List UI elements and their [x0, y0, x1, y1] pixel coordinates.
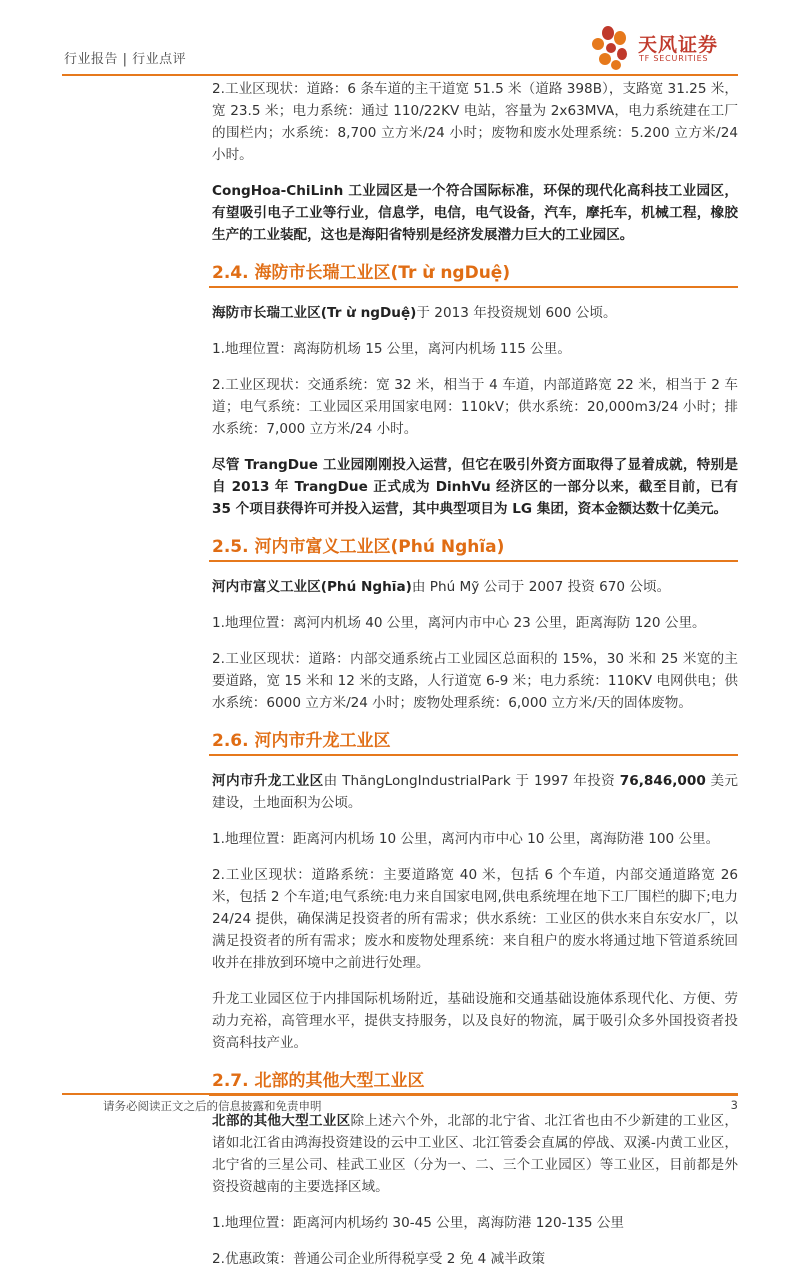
paragraph: 2.优惠政策：普通公司企业所得税享受 2 免 4 减半政策	[212, 1251, 546, 1267]
paragraph	[212, 302, 738, 324]
paragraph	[212, 1110, 738, 1198]
section-heading-2-7	[209, 1068, 738, 1096]
lead-term: 河内市富义工业区(Phú Nghĩa)	[212, 579, 412, 595]
section-title: 2.5. 河内市富义工业区(Phú Nghĩa)	[212, 537, 505, 557]
logo-subtitle: TF SECURITIES	[639, 54, 709, 63]
section-heading-2-4	[209, 260, 738, 288]
lead-term: 河内市升龙工业区	[212, 773, 324, 789]
paragraph: 2.工业区现状：交通系统：宽 32 米，相当于 4 车道，内部道路宽 22 米，相当于 2 车道；电气系统：工业园区采用国家电网：110kV；供水系统：20,000m3/24 小时；排水系统：7,000 立方米/24 小时。	[212, 377, 738, 437]
paragraph: 1.地理位置：距离河内机场约 30-45 公里，离海防港 120-135 公里	[212, 1215, 625, 1231]
paragraph-text: 由 Phú Mỹ 公司于 2007 投资 670 公顷。	[411, 579, 671, 595]
section-divider	[209, 754, 738, 756]
header-divider	[62, 74, 738, 76]
paragraph-text: 于 2013 年投资规划 600 公顷。	[416, 305, 617, 321]
paragraph: 升龙工业园区位于内排国际机场附近，基础设施和交通基础设施体系现代化、方便、劳动力充裕，高管理水平，提供支持服务，以及良好的物流，属于吸引众多外国投资者投资高科技产业。	[212, 991, 738, 1051]
lead-term: 北部的其他大型工业区	[212, 1113, 351, 1129]
paragraph: 1.地理位置：距离河内机场 10 公里，离河内市中心 10 公里，离海防港 100 公里。	[212, 831, 720, 847]
section-title: 2.4. 海防市长瑞工业区(Tr ừ ngDuệ)	[212, 263, 511, 283]
section-title: 2.7. 北部的其他大型工业区	[212, 1071, 425, 1091]
paragraph-bold: CongHoa-ChiLinh 工业园区是一个符合国际标准，环保的现代化高科技工业园区，有望吸引电子工业等行业，信息学，电信，电气设备，汽车，摩托车，机械工程，橡胶生产的工业装配，这也是海阳省特别是经济发展潜力巨大的工业园区。	[212, 183, 738, 243]
page-header	[62, 34, 738, 74]
logo-name: 天风证券	[638, 34, 719, 56]
section-heading-2-5	[209, 534, 738, 562]
paragraph-bold: 尽管 TrangDue 工业园刚刚投入运营，但它在吸引外资方面取得了显着成就，特别是自 2013 年 TrangDue 正式成为 DinhVu 经济区的一部分以来，截至目前，已有 35 个项目获得许可并投入运营，其中典型项目为 LG 集团，资本金额达数十亿美元。	[212, 457, 738, 517]
page-number: 3	[730, 1098, 738, 1112]
company-logo	[588, 24, 738, 72]
investment-amount: 76,846,000	[619, 773, 706, 789]
paragraph	[212, 770, 738, 814]
paragraph-text: 由 ThăngLongIndustrialPark 于 1997 年投资	[323, 773, 620, 789]
paragraph: 2.工业区现状：道路：6 条车道的主干道宽 51.5 米（道路 398B），支路宽 31.25 米，宽 23.5 米；电力系统：通过 110/22KV 电站，容量为 2x63MVA，电力系统建在工厂的围栏内；水系统：8,700 立方米/24 小时；废物和废水处理系统：5.200 立方米/24 小时。	[212, 81, 738, 163]
section-divider	[209, 560, 738, 562]
paragraph: 1.地理位置：离河内机场 40 公里，离河内市中心 23 公里，距离海防 120 公里。	[212, 615, 706, 631]
paragraph: 1.地理位置：离海防机场 15 公里，离河内机场 115 公里。	[212, 341, 571, 357]
paragraph	[212, 576, 738, 598]
paragraph: 2.工业区现状：道路：内部交通系统占工业园区总面积的 15%，30 米和 25 米宽的主要道路，宽 15 米和 12 米的支路，人行道宽 6-9 米；电力系统：110KV 电网供电；供水系统：6000 立方米/24 小时；废物处理系统：6,000 立方米/天的固体废物。	[212, 651, 738, 711]
footer-divider	[62, 1093, 738, 1095]
paragraph: 2.工业区现状：道路系统：主要道路宽 40 米，包括 6 个车道，内部交通道路宽 26 米，包括 2 个车道;电气系统:电力来自国家电网,供电系统埋在地下工厂围栏的脚下;电力 24/24 提供，确保满足投资者的所有需求；供水系统：工业区的供水来自东安水厂，以满足投资者的所有需求；废水和废物处理系统：来自租户的废水将通过地下管道系统回收并在排放到环境中之前进行处理。	[212, 867, 738, 971]
lead-term: 海防市长瑞工业区(Tr ừ ngDuệ)	[212, 305, 417, 321]
paragraph-text: 除上述六个外，北部的北宁省、北江省也由不少新建的工业区，诸如北江省由鸿海投资建设的云中工业区、北江管委会直属的停战、双溪-内黄工业区，北宁省的三星公司、桂武工业区（分为一、二、三个工业园区）等工业区，目前都是外资投资越南的主要选择区域。	[212, 1113, 739, 1195]
report-type-label: 行业报告 | 行业点评	[64, 52, 187, 67]
logo-flower-icon	[588, 24, 634, 72]
section-heading-2-6	[209, 728, 738, 756]
paragraph-text: 美元建设，土地面积为公顷。	[212, 773, 738, 811]
footer-disclaimer: 请务必阅读正文之后的信息披露和免责申明	[103, 1099, 322, 1113]
section-divider	[209, 286, 738, 288]
section-title: 2.6. 河内市升龙工业区	[212, 731, 391, 751]
